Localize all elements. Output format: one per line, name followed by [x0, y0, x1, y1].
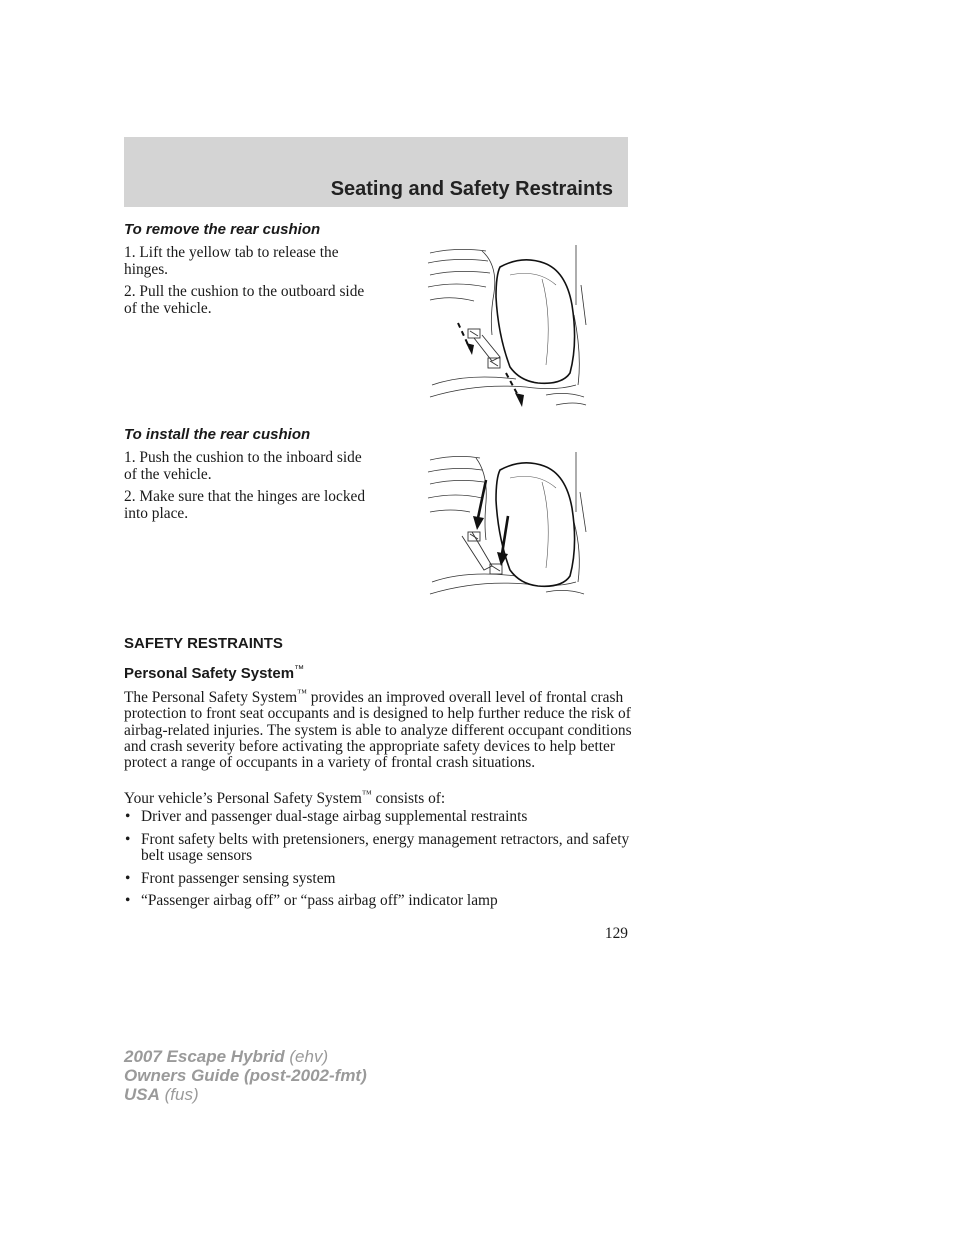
section-header-band	[124, 137, 628, 207]
pss-description-paragraph	[124, 686, 634, 771]
trademark-symbol: ™	[297, 688, 307, 699]
remove-cushion-heading: To remove the rear cushion	[124, 221, 321, 238]
remove-step-2: 2. Pull the cushion to the outboard side of the vehicle.	[124, 283, 365, 317]
remove-cushion-illustration	[426, 245, 588, 410]
footer-model-code: (ehv)	[284, 1047, 329, 1066]
pss-para-rest: provides an improved overall level of frontal crash protection to front seat occupants and is designed to help further reduce the risk of airbag-related injuries. The system is able to analyze different occupant conditions and crash severity before activating the appropriate safety devices to help better protect a range of occupants in a variety of frontal crash situations.	[124, 689, 632, 771]
pss-consists-end: consists of:	[371, 790, 446, 808]
bullet-marker: •	[125, 869, 131, 887]
pss-heading-text: Personal Safety System	[124, 665, 295, 682]
install-step-1: 1. Push the cushion to the inboard side of the vehicle.	[124, 449, 362, 483]
list-item	[124, 893, 634, 910]
document-footer	[124, 1047, 367, 1104]
list-item	[124, 832, 634, 865]
footer-line-3	[124, 1085, 367, 1104]
footer-market: USA	[124, 1085, 160, 1104]
bullet-marker: •	[125, 808, 131, 825]
bullet-marker: •	[125, 892, 131, 909]
bullet-marker: •	[125, 830, 131, 848]
list-item-text: Front passenger sensing system	[141, 869, 336, 887]
section-title: Seating and Safety Restraints	[330, 178, 613, 200]
footer-guide: Owners Guide (post-2002-fmt)	[124, 1066, 367, 1085]
safety-restraints-heading: SAFETY RESTRAINTS	[124, 635, 283, 652]
pss-para-start: The Personal Safety System	[124, 689, 298, 707]
pss-consists-paragraph	[124, 787, 634, 807]
footer-line-2	[124, 1066, 367, 1085]
personal-safety-system-heading	[124, 664, 304, 682]
list-item-text: “Passenger airbag off” or “pass airbag off” indicator lamp	[141, 892, 498, 909]
footer-market-code: (fus)	[159, 1085, 199, 1104]
trademark-symbol: ™	[294, 664, 305, 675]
trademark-symbol: ™	[361, 789, 372, 800]
pss-components-list	[124, 809, 634, 916]
install-cushion-heading: To install the rear cushion	[124, 426, 311, 443]
page-number: 129	[604, 925, 628, 942]
pss-consists-start: Your vehicle’s Personal Safety System	[124, 790, 362, 808]
list-item-text: Driver and passenger dual-stage airbag supplemental restraints	[141, 808, 528, 825]
install-cushion-illustration	[426, 452, 588, 607]
footer-model: 2007 Escape Hybrid	[124, 1047, 285, 1066]
list-item-text: Front safety belts with pretensioners, energy management retractors, and safety belt usage sensors	[141, 830, 630, 864]
footer-line-1	[124, 1047, 367, 1066]
remove-step-1: 1. Lift the yellow tab to release the hinges.	[124, 244, 339, 278]
list-item	[124, 871, 634, 888]
list-item	[124, 809, 634, 826]
install-step-2: 2. Make sure that the hinges are locked into place.	[124, 488, 366, 522]
